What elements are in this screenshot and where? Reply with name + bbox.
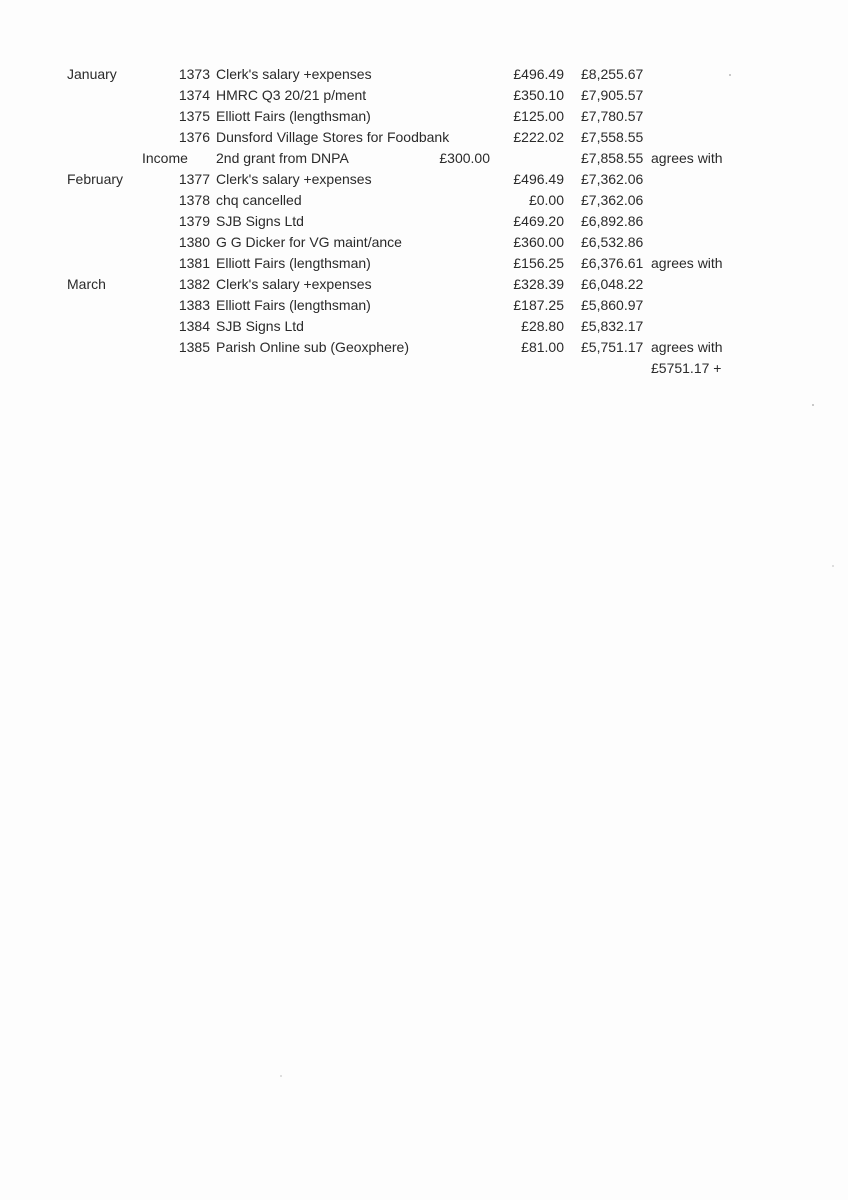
ledger-row bbox=[0, 85, 848, 106]
payment-amount: £187.25 bbox=[513, 297, 564, 313]
payment-amount: £469.20 bbox=[513, 213, 564, 229]
running-balance: £7,858.55 bbox=[581, 150, 644, 166]
reconciliation-note: agrees with bbox=[651, 339, 723, 355]
running-balance: £7,905.57 bbox=[581, 87, 644, 103]
income-label: Income bbox=[142, 150, 188, 166]
scan-speck bbox=[729, 74, 731, 76]
ledger-row bbox=[0, 253, 848, 274]
ledger-row bbox=[0, 64, 848, 85]
payment-amount: £81.00 bbox=[521, 339, 564, 355]
month-label: January bbox=[67, 66, 117, 82]
payment-amount: £222.02 bbox=[513, 129, 564, 145]
payment-amount: £360.00 bbox=[513, 234, 564, 250]
scan-speck bbox=[812, 404, 814, 406]
ledger-row bbox=[0, 337, 848, 358]
cashbook-ledger bbox=[0, 64, 848, 379]
ledger-row bbox=[0, 190, 848, 211]
cheque-number: 1378 bbox=[178, 192, 210, 208]
cheque-number: 1376 bbox=[178, 129, 210, 145]
month-label: March bbox=[67, 276, 106, 292]
transaction-description: Parish Online sub (Geoxphere) bbox=[216, 339, 409, 355]
reconciliation-note: agrees with bbox=[651, 150, 723, 166]
income-amount: £300.00 bbox=[439, 150, 490, 166]
ledger-row bbox=[0, 274, 848, 295]
cheque-number: 1382 bbox=[178, 276, 210, 292]
running-balance: £7,780.57 bbox=[581, 108, 644, 124]
final-balance-total: £5751.17 + bbox=[651, 360, 722, 376]
running-balance: £6,532.86 bbox=[581, 234, 644, 250]
cheque-number: 1381 bbox=[178, 255, 210, 271]
running-balance: £5,860.97 bbox=[581, 297, 644, 313]
transaction-description: Elliott Fairs (lengthsman) bbox=[216, 297, 371, 313]
payment-amount: £328.39 bbox=[513, 276, 564, 292]
transaction-description: HMRC Q3 20/21 p/ment bbox=[216, 87, 367, 103]
payment-amount: £0.00 bbox=[528, 192, 564, 208]
ledger-row-income bbox=[0, 148, 848, 169]
cheque-number: 1375 bbox=[178, 108, 210, 124]
transaction-description: 2nd grant from DNPA bbox=[216, 150, 349, 166]
transaction-description: Dunsford Village Stores for Foodbank bbox=[216, 129, 450, 145]
payment-amount: £156.25 bbox=[513, 255, 564, 271]
ledger-row bbox=[0, 211, 848, 232]
scan-speck bbox=[832, 565, 834, 567]
payment-amount: £125.00 bbox=[513, 108, 564, 124]
cheque-number: 1373 bbox=[178, 66, 210, 82]
cheque-number: 1379 bbox=[178, 213, 210, 229]
ledger-row bbox=[0, 295, 848, 316]
final-balance-row bbox=[0, 358, 848, 379]
scan-speck bbox=[280, 1075, 282, 1077]
reconciliation-note: agrees with bbox=[651, 255, 723, 271]
ledger-row bbox=[0, 232, 848, 253]
ledger-row bbox=[0, 127, 848, 148]
running-balance: £7,362.06 bbox=[581, 192, 644, 208]
running-balance: £6,892.86 bbox=[581, 213, 644, 229]
ledger-row bbox=[0, 316, 848, 337]
transaction-description: SJB Signs Ltd bbox=[216, 318, 304, 334]
transaction-description: SJB Signs Ltd bbox=[216, 213, 304, 229]
running-balance: £5,751.17 bbox=[581, 339, 644, 355]
payment-amount: £28.80 bbox=[521, 318, 564, 334]
transaction-description: Clerk's salary +expenses bbox=[216, 276, 372, 292]
transaction-description: G G Dicker for VG maint/ance bbox=[216, 234, 402, 250]
transaction-description: Elliott Fairs (lengthsman) bbox=[216, 108, 371, 124]
month-label: February bbox=[67, 171, 124, 187]
running-balance: £8,255.67 bbox=[581, 66, 644, 82]
payment-amount: £496.49 bbox=[513, 171, 564, 187]
payment-amount: £350.10 bbox=[513, 87, 564, 103]
running-balance: £6,048.22 bbox=[581, 276, 644, 292]
transaction-description: chq cancelled bbox=[216, 192, 302, 208]
ledger-row bbox=[0, 106, 848, 127]
payment-amount: £496.49 bbox=[513, 66, 564, 82]
transaction-description: Clerk's salary +expenses bbox=[216, 171, 372, 187]
transaction-description: Elliott Fairs (lengthsman) bbox=[216, 255, 371, 271]
running-balance: £7,362.06 bbox=[581, 171, 644, 187]
cheque-number: 1385 bbox=[178, 339, 210, 355]
cheque-number: 1377 bbox=[178, 171, 210, 187]
cheque-number: 1380 bbox=[178, 234, 210, 250]
cheque-number: 1384 bbox=[178, 318, 210, 334]
ledger-row bbox=[0, 169, 848, 190]
cheque-number: 1383 bbox=[178, 297, 210, 313]
running-balance: £5,832.17 bbox=[581, 318, 644, 334]
running-balance: £7,558.55 bbox=[581, 129, 644, 145]
cheque-number: 1374 bbox=[178, 87, 210, 103]
running-balance: £6,376.61 bbox=[581, 255, 644, 271]
transaction-description: Clerk's salary +expenses bbox=[216, 66, 372, 82]
